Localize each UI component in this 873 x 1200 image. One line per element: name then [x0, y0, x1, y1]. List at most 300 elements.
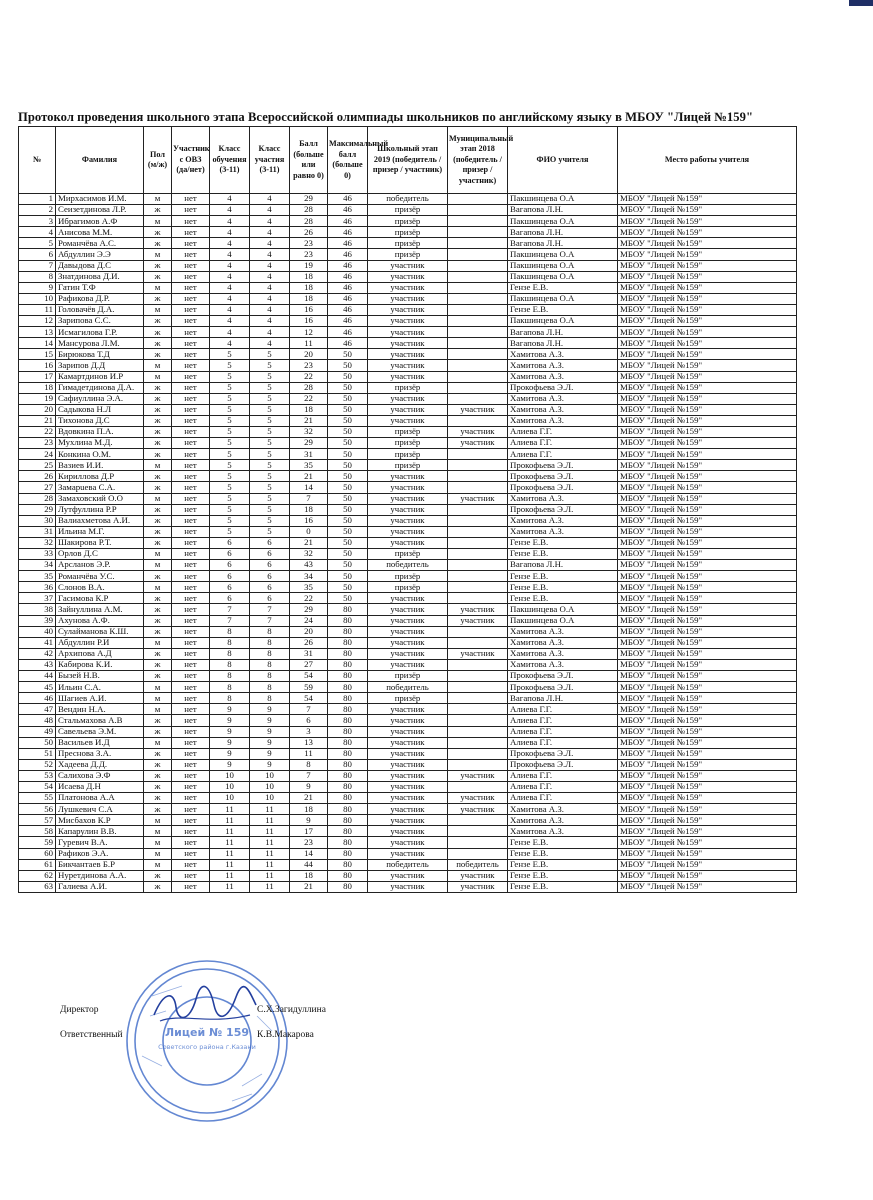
table-row: [19, 715, 797, 726]
table-cell: 6: [210, 582, 250, 593]
table-cell: 80: [328, 837, 368, 848]
table-row: [19, 382, 797, 393]
table-cell: 8: [210, 659, 250, 670]
table-cell: [448, 271, 508, 282]
table-cell: 6: [250, 582, 290, 593]
table-cell: нет: [172, 482, 210, 493]
table-cell: 4: [250, 338, 290, 349]
table-cell: 46: [328, 260, 368, 271]
table-cell: Кириллова Д.Р: [56, 471, 144, 482]
table-cell: 39: [19, 615, 56, 626]
table-cell: ж: [144, 271, 172, 282]
table-cell: нет: [172, 238, 210, 249]
table-cell: Сафиуллина Э.А.: [56, 393, 144, 404]
table-row: [19, 338, 797, 349]
table-cell: 5: [250, 482, 290, 493]
table-cell: Пакшинцева О.А: [508, 293, 618, 304]
table-cell: 5: [250, 393, 290, 404]
table-cell: нет: [172, 837, 210, 848]
table-cell: Хамитова А.З.: [508, 393, 618, 404]
table-cell: Лушкевич С.А: [56, 804, 144, 815]
table-row: [19, 659, 797, 670]
table-cell: нет: [172, 449, 210, 460]
table-cell: Гуревич В.А.: [56, 837, 144, 848]
table-cell: 6: [210, 571, 250, 582]
table-cell: 7: [210, 604, 250, 615]
table-cell: 7: [290, 493, 328, 504]
table-cell: 6: [210, 537, 250, 548]
table-cell: 50: [328, 438, 368, 449]
table-cell: м: [144, 560, 172, 571]
table-cell: 80: [328, 870, 368, 881]
table-cell: участник: [368, 848, 448, 859]
table-cell: нет: [172, 304, 210, 315]
table-cell: 80: [328, 781, 368, 792]
table-cell: 32: [19, 537, 56, 548]
director-label: Директор: [60, 1005, 99, 1015]
table-cell: [448, 593, 508, 604]
table-cell: Арсланов Э.Р.: [56, 560, 144, 571]
table-cell: [448, 526, 508, 537]
table-cell: призёр: [368, 426, 448, 437]
table-cell: Гензе Е.В.: [508, 859, 618, 870]
table-cell: 9: [290, 815, 328, 826]
table-cell: Нуретдинова А.А.: [56, 870, 144, 881]
table-cell: 5: [250, 426, 290, 437]
table-cell: участник: [368, 482, 448, 493]
table-cell: Замарuева С.А.: [56, 482, 144, 493]
table-cell: участник: [448, 793, 508, 804]
table-cell: Садыкова Н.Л: [56, 404, 144, 415]
table-cell: нет: [172, 249, 210, 260]
table-cell: Пакшинцева О.А: [508, 249, 618, 260]
table-cell: 6: [250, 537, 290, 548]
table-cell: 5: [19, 238, 56, 249]
table-cell: нет: [172, 693, 210, 704]
table-cell: 80: [328, 748, 368, 759]
table-cell: МБОУ "Лицей №159": [618, 404, 797, 415]
table-cell: 5: [210, 526, 250, 537]
table-cell: участник: [368, 360, 448, 371]
table-cell: Головачёв Д.А.: [56, 304, 144, 315]
table-row: [19, 316, 797, 327]
table-cell: 80: [328, 737, 368, 748]
table-cell: Хамитова А.З.: [508, 371, 618, 382]
table-cell: 61: [19, 859, 56, 870]
table-cell: Лутфуллина Р.Р: [56, 504, 144, 515]
table-cell: участник: [448, 881, 508, 892]
table-cell: 6: [250, 560, 290, 571]
table-cell: м: [144, 693, 172, 704]
table-cell: Пакшинцева О.А: [508, 316, 618, 327]
table-cell: 4: [250, 238, 290, 249]
table-cell: 5: [250, 526, 290, 537]
table-cell: 11: [210, 826, 250, 837]
table-cell: Вагапова Л.Н.: [508, 560, 618, 571]
table-cell: МБОУ "Лицей №159": [618, 648, 797, 659]
table-cell: 8: [250, 637, 290, 648]
table-cell: 11: [250, 826, 290, 837]
table-cell: м: [144, 704, 172, 715]
table-cell: 46: [328, 293, 368, 304]
table-cell: [448, 659, 508, 670]
table-cell: МБОУ "Лицей №159": [618, 349, 797, 360]
table-cell: 28: [19, 493, 56, 504]
table-row: [19, 526, 797, 537]
table-cell: 7: [210, 615, 250, 626]
table-cell: 50: [19, 737, 56, 748]
table-cell: 34: [19, 560, 56, 571]
table-cell: 10: [250, 770, 290, 781]
table-cell: Сулайманова К.Ш.: [56, 626, 144, 637]
table-cell: Тихонова Д.С: [56, 415, 144, 426]
table-cell: победитель: [448, 859, 508, 870]
table-cell: нет: [172, 759, 210, 770]
table-cell: МБОУ "Лицей №159": [618, 682, 797, 693]
table-cell: МБОУ "Лицей №159": [618, 426, 797, 437]
table-cell: участник: [448, 770, 508, 781]
table-cell: МБОУ "Лицей №159": [618, 637, 797, 648]
table-cell: 8: [210, 682, 250, 693]
table-cell: участник: [448, 493, 508, 504]
table-cell: МБОУ "Лицей №159": [618, 560, 797, 571]
table-cell: ж: [144, 537, 172, 548]
table-cell: призёр: [368, 249, 448, 260]
table-cell: 5: [210, 449, 250, 460]
table-cell: 41: [19, 637, 56, 648]
table-cell: 16: [290, 316, 328, 327]
table-cell: ж: [144, 393, 172, 404]
table-cell: Гензе Е.В.: [508, 304, 618, 315]
table-cell: участник: [368, 881, 448, 892]
table-cell: 80: [328, 715, 368, 726]
table-cell: Вагапова Л.Н.: [508, 205, 618, 216]
table-cell: ж: [144, 515, 172, 526]
table-cell: 5: [210, 360, 250, 371]
table-cell: нет: [172, 748, 210, 759]
table-cell: Хамитова А.З.: [508, 659, 618, 670]
table-cell: 11: [210, 837, 250, 848]
table-cell: 50: [328, 415, 368, 426]
table-cell: ж: [144, 293, 172, 304]
table-row: [19, 249, 797, 260]
table-cell: участник: [368, 371, 448, 382]
table-cell: ж: [144, 449, 172, 460]
table-cell: Пакшинцева О.А: [508, 194, 618, 205]
table-cell: МБОУ "Лицей №159": [618, 293, 797, 304]
table-row: [19, 327, 797, 338]
responsible-label: Ответственный: [60, 1030, 123, 1040]
table-row: [19, 426, 797, 437]
table-cell: нет: [172, 604, 210, 615]
table-cell: участник: [368, 626, 448, 637]
table-cell: МБОУ "Лицей №159": [618, 282, 797, 293]
table-cell: нет: [172, 826, 210, 837]
table-cell: 80: [328, 659, 368, 670]
table-cell: 50: [328, 571, 368, 582]
table-row: [19, 271, 797, 282]
table-row: [19, 737, 797, 748]
table-cell: 13: [19, 327, 56, 338]
table-cell: 5: [210, 515, 250, 526]
table-cell: нет: [172, 426, 210, 437]
table-cell: МБОУ "Лицей №159": [618, 748, 797, 759]
table-cell: [448, 227, 508, 238]
table-row: [19, 282, 797, 293]
table-cell: нет: [172, 216, 210, 227]
table-cell: 5: [210, 393, 250, 404]
table-cell: 9: [250, 759, 290, 770]
table-cell: 10: [210, 781, 250, 792]
table-row: [19, 826, 797, 837]
table-cell: Вазиев И.И.: [56, 460, 144, 471]
table-cell: 50: [328, 593, 368, 604]
table-cell: 23: [290, 360, 328, 371]
table-cell: 28: [290, 205, 328, 216]
table-cell: Гензе Е.В.: [508, 549, 618, 560]
table-cell: участник: [368, 493, 448, 504]
table-cell: ж: [144, 615, 172, 626]
table-cell: 35: [19, 571, 56, 582]
table-row: [19, 604, 797, 615]
table-cell: МБОУ "Лицей №159": [618, 537, 797, 548]
table-cell: 18: [290, 293, 328, 304]
table-cell: 5: [250, 360, 290, 371]
table-cell: нет: [172, 327, 210, 338]
table-cell: Гасимова К.Р: [56, 593, 144, 604]
table-cell: 10: [19, 293, 56, 304]
table-cell: [448, 682, 508, 693]
table-cell: Вагапова Л.Н.: [508, 327, 618, 338]
table-cell: 25: [19, 460, 56, 471]
table-cell: м: [144, 848, 172, 859]
table-cell: [448, 349, 508, 360]
table-row: [19, 415, 797, 426]
table-cell: ж: [144, 471, 172, 482]
table-cell: [448, 537, 508, 548]
table-cell: 53: [19, 770, 56, 781]
table-cell: 21: [290, 537, 328, 548]
table-cell: Гензе Е.В.: [508, 837, 618, 848]
table-cell: 21: [19, 415, 56, 426]
table-cell: Ахунова А.Ф.: [56, 615, 144, 626]
table-cell: [448, 205, 508, 216]
table-row: [19, 748, 797, 759]
table-cell: Алиева Г.Г.: [508, 438, 618, 449]
table-cell: нет: [172, 870, 210, 881]
table-cell: Рафикова Д.Р.: [56, 293, 144, 304]
table-cell: 26: [290, 227, 328, 238]
table-cell: МБОУ "Лицей №159": [618, 515, 797, 526]
table-cell: МБОУ "Лицей №159": [618, 726, 797, 737]
table-cell: нет: [172, 493, 210, 504]
table-cell: участник: [368, 759, 448, 770]
table-cell: Прокофьева Э.Л.: [508, 482, 618, 493]
table-cell: нет: [172, 549, 210, 560]
table-cell: 10: [250, 793, 290, 804]
table-cell: [448, 316, 508, 327]
table-cell: 14: [19, 338, 56, 349]
table-cell: Гензе Е.В.: [508, 282, 618, 293]
table-cell: участник: [448, 438, 508, 449]
table-cell: 52: [19, 759, 56, 770]
table-cell: Знатдинова Д.И.: [56, 271, 144, 282]
table-cell: МБОУ "Лицей №159": [618, 504, 797, 515]
table-cell: Алиева Г.Г.: [508, 770, 618, 781]
table-cell: м: [144, 837, 172, 848]
table-cell: 50: [328, 393, 368, 404]
table-cell: МБОУ "Лицей №159": [618, 526, 797, 537]
table-cell: участник: [368, 349, 448, 360]
table-cell: 28: [290, 216, 328, 227]
table-cell: МБОУ "Лицей №159": [618, 360, 797, 371]
table-cell: участник: [368, 648, 448, 659]
table-cell: МБОУ "Лицей №159": [618, 815, 797, 826]
table-cell: участник: [368, 404, 448, 415]
table-cell: 34: [290, 571, 328, 582]
table-cell: 37: [19, 593, 56, 604]
table-cell: 17: [290, 826, 328, 837]
table-cell: Хамитова А.З.: [508, 637, 618, 648]
table-cell: 5: [250, 449, 290, 460]
table-cell: 50: [328, 582, 368, 593]
table-cell: 31: [290, 449, 328, 460]
table-cell: 5: [210, 471, 250, 482]
table-cell: 6: [250, 571, 290, 582]
table-cell: м: [144, 493, 172, 504]
table-cell: ж: [144, 671, 172, 682]
table-cell: 5: [210, 349, 250, 360]
table-cell: Прокофьева Э.Л.: [508, 748, 618, 759]
results-table: [18, 126, 797, 893]
table-cell: 12: [290, 327, 328, 338]
table-cell: 11: [210, 804, 250, 815]
table-cell: Гензе Е.В.: [508, 571, 618, 582]
table-cell: 22: [290, 593, 328, 604]
table-cell: Хамитова А.З.: [508, 493, 618, 504]
table-cell: нет: [172, 282, 210, 293]
table-cell: 4: [250, 216, 290, 227]
table-header-row: [19, 127, 797, 194]
table-cell: нет: [172, 571, 210, 582]
table-row: [19, 881, 797, 892]
table-cell: 9: [250, 704, 290, 715]
table-cell: Конкина О.М.: [56, 449, 144, 460]
table-cell: Вдовкина П.А.: [56, 426, 144, 437]
table-cell: 4: [210, 327, 250, 338]
table-cell: ж: [144, 804, 172, 815]
table-cell: Пакшинцева О.А: [508, 615, 618, 626]
table-cell: 4: [210, 216, 250, 227]
table-cell: нет: [172, 770, 210, 781]
table-cell: 4: [210, 338, 250, 349]
table-cell: Бирюкова Т.Д: [56, 349, 144, 360]
table-cell: 46: [328, 282, 368, 293]
table-cell: участник: [448, 404, 508, 415]
table-cell: 4: [250, 249, 290, 260]
table-cell: Прокофьева Э.Л.: [508, 759, 618, 770]
table-cell: ж: [144, 327, 172, 338]
table-cell: 45: [19, 682, 56, 693]
table-cell: участник: [368, 870, 448, 881]
table-row: [19, 682, 797, 693]
table-cell: участник: [368, 637, 448, 648]
table-cell: ж: [144, 482, 172, 493]
table-cell: м: [144, 859, 172, 870]
table-cell: [448, 726, 508, 737]
table-cell: [448, 571, 508, 582]
column-header: Класс участия (3-11): [250, 127, 290, 194]
table-cell: 5: [250, 382, 290, 393]
table-cell: 46: [328, 304, 368, 315]
table-cell: Зарипова С.С.: [56, 316, 144, 327]
table-cell: 11: [210, 881, 250, 892]
table-cell: 46: [19, 693, 56, 704]
table-cell: [448, 382, 508, 393]
table-cell: 11: [210, 815, 250, 826]
table-cell: участник: [448, 804, 508, 815]
table-cell: Вагапова Л.Н.: [508, 227, 618, 238]
table-cell: Шакирова Р.Т.: [56, 537, 144, 548]
table-cell: 50: [328, 349, 368, 360]
table-cell: участник: [368, 515, 448, 526]
table-cell: МБОУ "Лицей №159": [618, 804, 797, 815]
table-row: [19, 848, 797, 859]
table-cell: 4: [210, 249, 250, 260]
table-cell: 80: [328, 604, 368, 615]
table-cell: 11: [250, 870, 290, 881]
table-cell: 9: [210, 715, 250, 726]
table-cell: 80: [328, 682, 368, 693]
table-cell: 5: [250, 471, 290, 482]
table-cell: Хамитова А.З.: [508, 626, 618, 637]
table-cell: Прокофьева Э.Л.: [508, 682, 618, 693]
table-cell: нет: [172, 504, 210, 515]
table-cell: Прокофьева Э.Л.: [508, 471, 618, 482]
table-cell: призёр: [368, 571, 448, 582]
table-cell: 21: [290, 415, 328, 426]
table-cell: участник: [368, 781, 448, 792]
table-cell: 9: [250, 737, 290, 748]
table-cell: 18: [290, 504, 328, 515]
table-cell: 3: [19, 216, 56, 227]
table-cell: 1: [19, 194, 56, 205]
table-row: [19, 515, 797, 526]
table-cell: 54: [19, 781, 56, 792]
table-cell: нет: [172, 615, 210, 626]
table-cell: 9: [250, 726, 290, 737]
table-cell: м: [144, 216, 172, 227]
table-cell: МБОУ "Лицей №159": [618, 304, 797, 315]
table-cell: Исмагилова Г.Р.: [56, 327, 144, 338]
table-row: [19, 482, 797, 493]
table-cell: Мансурова Л.М.: [56, 338, 144, 349]
table-cell: 4: [210, 271, 250, 282]
stamp-center-text: Лицей № 159: [164, 1026, 250, 1039]
table-cell: нет: [172, 881, 210, 892]
table-cell: 80: [328, 815, 368, 826]
table-cell: нет: [172, 271, 210, 282]
table-cell: 5: [210, 460, 250, 471]
table-cell: Алиева Г.Г.: [508, 704, 618, 715]
table-cell: ж: [144, 205, 172, 216]
table-cell: нет: [172, 338, 210, 349]
table-cell: 46: [328, 205, 368, 216]
table-cell: [448, 671, 508, 682]
table-cell: 18: [290, 282, 328, 293]
table-cell: м: [144, 249, 172, 260]
table-cell: 5: [250, 504, 290, 515]
